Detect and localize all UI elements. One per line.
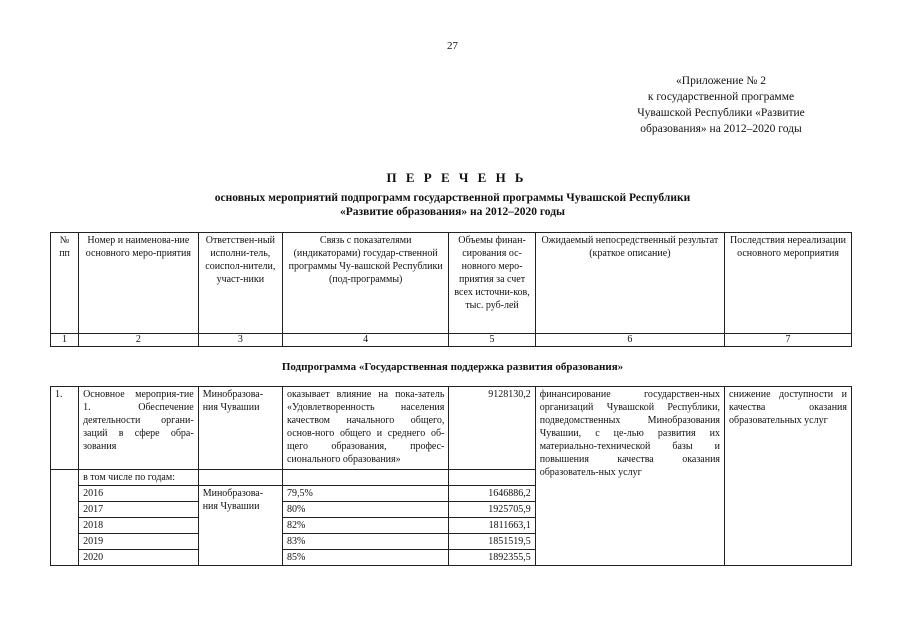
activity-executor: Минобразова-ния Чувашии (198, 387, 282, 470)
header-num: № пп (51, 233, 79, 334)
years-executor: Минобразова-ния Чувашии (198, 486, 282, 566)
volume-cell: 1646886,2 (449, 486, 535, 502)
activity-volume: 9128130,2 (449, 387, 535, 470)
activity-link: оказывает влияние на пока-затель «Удовлетворенность населения качеством начального общего, основ-ного общего и среднего об-щего образования, профес-сионального образования» (282, 387, 448, 470)
indicator-cell: 80% (282, 502, 448, 518)
year-cell: 2018 (79, 518, 199, 534)
column-number: 4 (282, 334, 448, 347)
column-number: 2 (79, 334, 199, 347)
header-name: Номер и наименова-ние основного меро-приятия (79, 233, 199, 334)
column-number: 7 (725, 334, 852, 347)
year-cell: 2020 (79, 550, 199, 566)
header-link: Связь с показателями (индикаторами) государ-ственной программы Чу-вашской Республики (под-программы) (282, 233, 448, 334)
volume-cell: 1892355,5 (449, 550, 535, 566)
by-years-label: в том числе по годам: (79, 470, 199, 486)
page-number: 27 (447, 40, 458, 52)
appendix-line: образования» на 2012–2020 годы (640, 123, 802, 135)
activity-table (50, 386, 852, 566)
activity-expected: финансирование государствен-ных организаций Чувашской Республики, подведомственных Минобразования Чувашии, с це-лью развития их материально-технической базы и повышения качества оказания образователь-ных услуг (535, 387, 724, 566)
column-number: 3 (198, 334, 282, 347)
row-number: 1. (51, 387, 79, 470)
indicator-cell: 82% (282, 518, 448, 534)
header-consequences: Последствия нереализации основного мероприятия (725, 233, 852, 334)
activity-consequences: снижение доступности и качества оказания образовательных услуг (725, 387, 852, 566)
column-number: 5 (449, 334, 535, 347)
volume-cell: 1925705,9 (449, 502, 535, 518)
header-expected: Ожидаемый непосредственный результат (краткое описание) (535, 233, 724, 334)
document-title (0, 170, 905, 219)
appendix-line: Чувашской Республики «Развитие (637, 107, 805, 119)
empty-cell (449, 470, 535, 486)
column-number: 6 (535, 334, 724, 347)
appendix-line: «Приложение № 2 (676, 75, 766, 87)
appendix-line: к государственной программе (647, 91, 795, 103)
title-line-2: «Развитие образования» на 2012–2020 годы (340, 206, 565, 218)
empty-cell (198, 470, 282, 486)
volume-cell: 1851519,5 (449, 534, 535, 550)
subprogram-title: Подпрограмма «Государственная поддержка развития образования» (281, 361, 624, 373)
activity-name: Основное мероприя-тие 1. Обеспечение деятельности органи-заций в сфере обра-зования (79, 387, 199, 470)
row-number-empty (51, 470, 79, 566)
title-main: П Е Р Е Ч Е Н Ь (386, 170, 527, 185)
year-cell: 2016 (79, 486, 199, 502)
title-line-1: основных мероприятий подпрограмм государственной программы Чувашской Республики (214, 192, 691, 204)
appendix-note (601, 73, 841, 137)
indicator-cell: 83% (282, 534, 448, 550)
year-cell: 2019 (79, 534, 199, 550)
header-table (50, 232, 852, 347)
indicator-cell: 85% (282, 550, 448, 566)
header-volume: Объемы финан-сирования ос-новного меро-приятия за счет всех источни-ков, тыс. руб-лей (449, 233, 535, 334)
column-number: 1 (51, 334, 79, 347)
header-executor: Ответствен-ный исполни-тель, соиспол-нители, участ-ники (198, 233, 282, 334)
volume-cell: 1811663,1 (449, 518, 535, 534)
year-cell: 2017 (79, 502, 199, 518)
indicator-cell: 79,5% (282, 486, 448, 502)
table-row (51, 387, 852, 470)
empty-cell (282, 470, 448, 486)
